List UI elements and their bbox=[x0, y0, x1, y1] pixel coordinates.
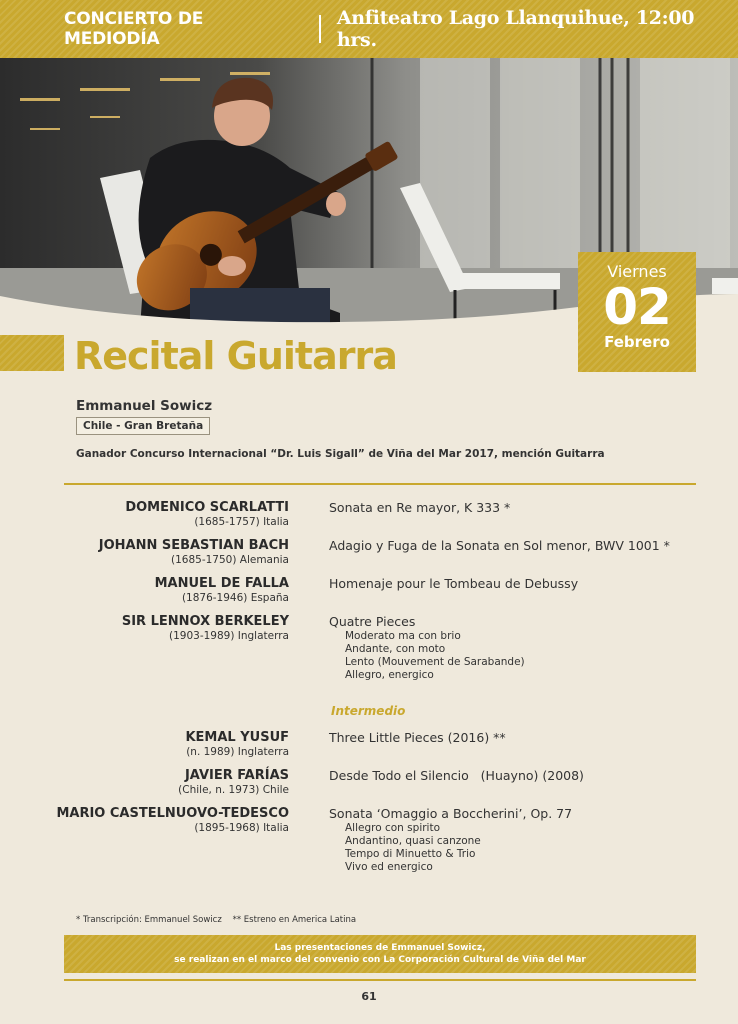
movement: Allegro con spirito bbox=[345, 822, 441, 834]
movement: Allegro, energico bbox=[345, 669, 434, 681]
work bbox=[329, 768, 584, 784]
work-title: Quatre Pieces bbox=[329, 614, 416, 629]
composer bbox=[185, 730, 289, 759]
composer-name: SIR LENNOX BERKELEY bbox=[121, 614, 289, 629]
composer bbox=[122, 614, 289, 643]
work-title: Sonata en Re mayor, K 333 * bbox=[329, 500, 511, 515]
composer bbox=[125, 500, 289, 529]
agreement-banner bbox=[64, 935, 696, 973]
composer-dates: (1685-1750) Alemania bbox=[171, 554, 289, 566]
venue-time: Anfiteatro Lago Llanquihue, 12:00 hrs. bbox=[336, 7, 695, 51]
page-title: Recital Guitarra bbox=[74, 334, 397, 378]
composer-dates: (1685-1757) Italia bbox=[194, 516, 289, 528]
page-number: 61 bbox=[361, 990, 377, 1003]
concert-series: CONCIERTO DE MEDIODÍA bbox=[64, 9, 204, 49]
composer-name: JAVIER FARÍAS bbox=[184, 768, 289, 783]
movement: Moderato ma con brio bbox=[345, 630, 461, 642]
composer bbox=[56, 806, 289, 835]
footnote: * Transcripción: Emmanuel Sowicz ** Estreno en America Latina bbox=[76, 915, 357, 925]
header-bar bbox=[0, 0, 738, 58]
composer-dates: (1903-1989) Inglaterra bbox=[169, 630, 289, 642]
composer-dates: (1876-1946) España bbox=[181, 592, 289, 604]
divider-bottom bbox=[64, 979, 696, 981]
movement: Vivo ed energico bbox=[345, 861, 433, 873]
intermission-label: Intermedio bbox=[331, 704, 406, 718]
date-box bbox=[578, 252, 696, 372]
divider-top bbox=[64, 483, 696, 485]
work bbox=[329, 806, 572, 874]
composer bbox=[155, 576, 289, 605]
work bbox=[329, 538, 670, 554]
composer-name: MARIO CASTELNUOVO-TEDESCO bbox=[56, 806, 289, 821]
movement: Andante, con moto bbox=[345, 643, 446, 655]
work bbox=[329, 614, 525, 682]
composer bbox=[178, 768, 289, 797]
banner-line-1: Las presentaciones de Emmanuel Sowicz, bbox=[274, 943, 486, 953]
movement: Tempo di Minuetto & Trio bbox=[345, 848, 476, 860]
composer-name: MANUEL DE FALLA bbox=[154, 576, 289, 591]
composer bbox=[99, 538, 289, 567]
work-title: Homenaje pour le Tombeau de Debussy bbox=[329, 576, 579, 591]
composer-name: KEMAL YUSUF bbox=[185, 730, 289, 745]
movement: Andantino, quasi canzone bbox=[345, 835, 481, 847]
work-title: Desde Todo el Silencio (Huayno) (2008) bbox=[329, 768, 584, 783]
composer-name: JOHANN SEBASTIAN BACH bbox=[98, 538, 289, 553]
date-month: Febrero bbox=[604, 333, 670, 351]
banner-line-2: se realizan en el marco del convenio con La Corporación Cultural de Viña del Mar bbox=[174, 955, 586, 965]
composer-dates: (n. 1989) Inglaterra bbox=[186, 746, 289, 758]
work bbox=[329, 730, 506, 746]
title-accent-bar bbox=[0, 335, 64, 371]
header-divider bbox=[319, 15, 321, 43]
work bbox=[329, 500, 510, 516]
composer-dates: (Chile, n. 1973) Chile bbox=[178, 784, 289, 796]
date-day-number: 02 bbox=[603, 278, 671, 336]
performer-award: Ganador Concurso Internacional “Dr. Luis Sigall” de Viña del Mar 2017, mención Guitarra bbox=[76, 448, 605, 460]
composer-name: DOMENICO SCARLATTI bbox=[125, 500, 289, 515]
performer-origin-badge: Chile - Gran Bretaña bbox=[76, 417, 210, 435]
work bbox=[329, 576, 578, 592]
performer-name: Emmanuel Sowicz bbox=[76, 398, 213, 414]
work-title: Sonata ‘Omaggio a Boccherini’, Op. 77 bbox=[329, 806, 573, 821]
composer-dates: (1895-1968) Italia bbox=[194, 822, 289, 834]
date-weekday: Viernes bbox=[607, 262, 667, 281]
work-title: Adagio y Fuga de la Sonata en Sol menor, BWV 1001 * bbox=[329, 538, 670, 553]
movement: Lento (Mouvement de Sarabande) bbox=[345, 656, 525, 668]
work-title: Three Little Pieces (2016) ** bbox=[329, 730, 506, 745]
